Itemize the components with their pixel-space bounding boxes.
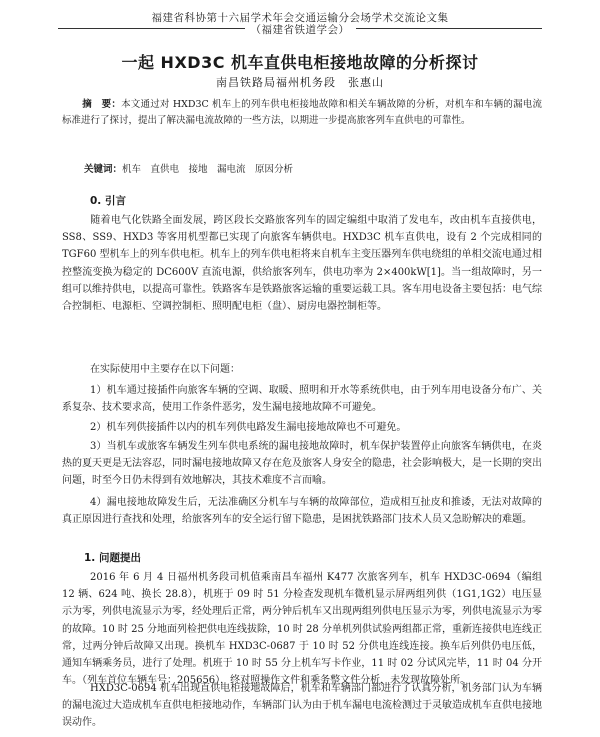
abstract-label: 摘 要： (82, 99, 122, 110)
paragraph-text: 2）机车列供接插件以内的机车列供电路发生漏电接地故障也不可避免。 (90, 422, 407, 433)
paragraph-text: 4）漏电接地故障发生后，无法准确区分机车与车辆的故障部位，造成相互扯皮和推诿，无法对故障的真正原因进行查找和处理，给旅客列车的安全运行留下隐患，是困扰铁路部门技术人员又急盼解决的难题。 (62, 497, 542, 526)
paragraph-text: 随着电气化铁路全面发展，跨区段长交路旅客列车的固定编组中取消了发电车，改由机车直接供电，SS8、SS9、HXD3 等客用机型都已实现了向旅客车辆供电。HXD3C 机车直供电，设有 2 个完成相同的 TGF60 型机车上的列车供电柜。机车上的列车供电柜将来自机车主变压器列车供电绕组的单相交流电通过相控整流变换为稳定的 DC600V 直流电源，供给旅客列车，供电功率为 2×400kW[1]。当一组故障时，另一组可以维持供电，以提高可靠性。铁路客车是铁路旅客运输的重要运载工具。客车用电设备主要包括：电气综合控制柜、电源柜、空调控制柜、照明配电柜（盘）、厨房电器控制柜等。 (62, 215, 542, 313)
paragraph-text: 3）当机车或旅客车辆发生列车供电系统的漏电接地故障时，机车保护装置停止向旅客车辆供电，在炎热的夏天更是无法容忍，同时漏电接地故障又存在危及旅客人身安全的隐患，社会影响极大，是一长期的突出问题，时至今日仍未得到有效地解决，其技术难度不言而喻。 (62, 441, 542, 487)
keywords (84, 161, 293, 175)
paragraph (62, 382, 542, 416)
paragraph (62, 680, 542, 732)
paragraph-text: HXD3C-0694 机车出现直供电柜接地故障后，机车和车辆部门都进行了认真分析，机务部门认为车辆的漏电流过大造成机车直供电柜接地动作，车辆部门认为由于机车漏电电流检测过于灵敏造成机车直供电接地误动作。 (62, 683, 542, 729)
running-header-sub-text: （福建省铁道学会） (245, 24, 356, 36)
abstract-text: 本文通过对 HXD3C 机车上的列车供电柜接地故障和相关车辆故障的分析，对机车和车辆的漏电流标准进行了探讨，提出了解决漏电流故障的一些方法，以期进一步提高旅客列车直供电的可靠性。 (62, 99, 542, 126)
running-header-sub (0, 22, 600, 37)
paragraph (62, 419, 542, 436)
paragraph (62, 361, 542, 378)
paragraph (62, 569, 542, 689)
keywords-label: 关键词： (84, 164, 123, 175)
paragraph-text: 2016 年 6 月 4 日福州机务段司机值乘南昌车福州 K477 次旅客列车，机车 HXD3C-0694（编组 12 辆、624 吨、换长 28.8），机班于 09 时 51 分检查发现机车微机显示屏两组列供（1G1,1G2）电压显示为零，列供电流显示为零，经处理后正常，两分钟后机车又出现两组列供电压显示为零，列供电流显示为零的故障。10 时 25 分地面列检把供电连线拔除，10 时 28 分单机列供试验两组都正常，重新连接供电连线正常，过两分钟后故障又出现。换机车 HXD3C-0687 于 10 时 52 分供电连线连接。换车后列供仍电压低，通知车辆乘务员，进行了处理。机班于 10 时 55 分上机车写卡作业，11 时 02 分试风完毕，11 时 04 分开车。（列车首位车辆车号：205656），终对照操作文件和乘务整文件分析，未发现故障处所。 (62, 572, 542, 687)
paragraph-text: 在实际使用中主要存在以下问题： (90, 364, 240, 375)
section-heading-intro: 0. 引言 (90, 195, 126, 207)
author-line: 南昌铁路局福州机务段 张惠山 (216, 76, 384, 89)
keywords-text: 机车 直供电 接地 漏电流 原因分析 (122, 164, 294, 175)
paragraph (62, 438, 542, 490)
section-heading-problem: 1. 问题提出 (84, 552, 141, 564)
running-header: 福建省科协第十六届学术年会交通运输分会场学术交流论文集 (151, 12, 449, 24)
paragraph-text: 1）机车通过接插件向旅客车辆的空调、取暖、照明和开水等系统供电，由于列车用电设备分布广、关系复杂、技术要求高，使用工作条件恶劣，发生漏电接地故障不可避免。 (62, 385, 542, 414)
paragraph (62, 494, 542, 528)
abstract (62, 97, 542, 129)
paragraph (62, 212, 542, 315)
paper-title: 一起 HXD3C 机车直供电柜接地故障的分析探讨 (121, 53, 479, 72)
